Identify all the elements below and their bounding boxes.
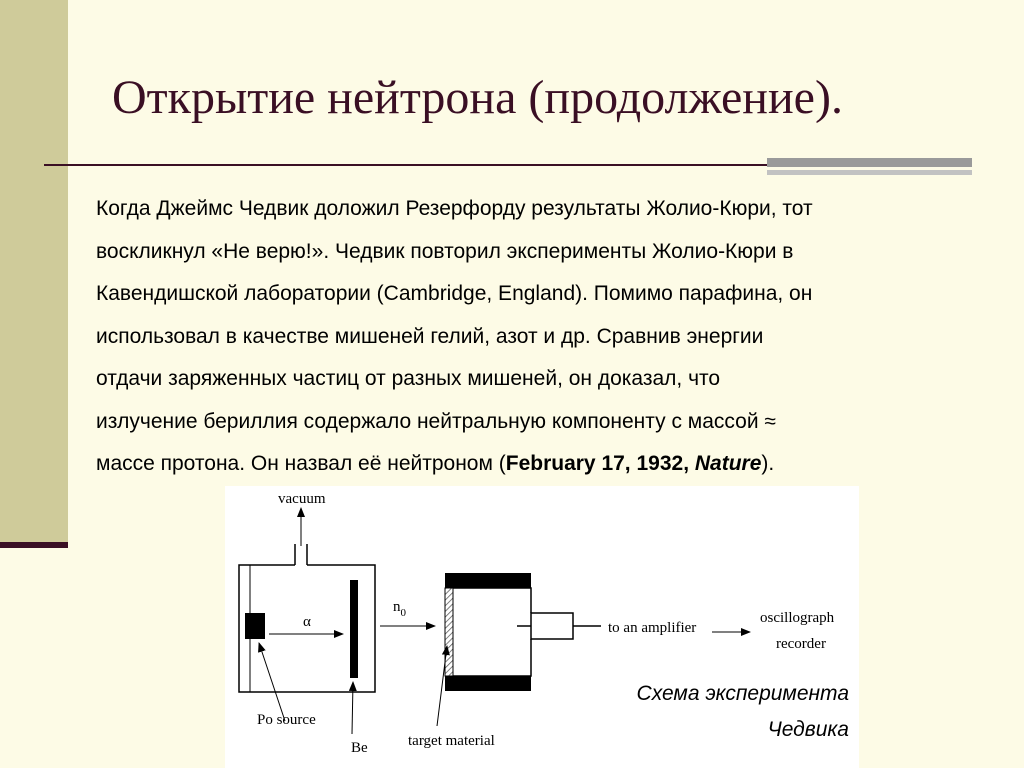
ionization-chamber-top [445, 573, 531, 588]
caption-line: Схема эксперимента [636, 682, 849, 705]
body-line: воскликнул «Не верю!». Чедвик повторил эксперименты Жолио-Кюри в [96, 239, 794, 263]
neutron-label [393, 599, 407, 619]
chadwick-experiment-diagram [225, 486, 859, 768]
amplifier-connector [531, 613, 573, 639]
slide-title: Открытие нейтрона (продолжение). [112, 71, 843, 124]
body-line: отдачи заряженных частиц от разных мишеней, он доказал, что [96, 367, 721, 390]
caption-line: Чедвика [767, 718, 849, 741]
body-line: использовал в качестве мишеней гелий, азот и др. Сравнив энергии [96, 324, 764, 348]
body-line: Когда Джеймс Чедвик доложил Резерфорду результаты Жолио-Кюри, тот [96, 197, 813, 220]
journal-name: Nature [694, 452, 762, 475]
publication-date: February 17, 1932, [505, 452, 695, 475]
title-divider-accent [767, 158, 972, 178]
body-line: излучение бериллия содержало нейтральную компоненту с массой ≈ [96, 409, 776, 433]
neutron-label-subscript: 0 [400, 607, 406, 619]
body-text-suffix: ). [761, 452, 775, 475]
be-plate [350, 580, 358, 678]
oscillograph-label: oscillograph [760, 610, 835, 626]
left-accent-bar [0, 0, 68, 545]
vacuum-pipe [295, 544, 307, 565]
slide-body [96, 188, 956, 486]
diagram-caption [637, 676, 859, 748]
body-text-prefix: массе протона. Он назвал её нейтроном ( [96, 452, 506, 475]
body-line-last [96, 443, 956, 486]
recorder-label: recorder [776, 636, 826, 652]
to-amplifier-label: to an amplifier [608, 620, 697, 636]
po-source-label: Po source [257, 712, 316, 728]
be-label: Be [351, 740, 368, 756]
ionization-chamber-bottom [445, 676, 531, 691]
neutron-label-base: n [393, 599, 401, 615]
alpha-label: α [303, 614, 311, 630]
target-material [445, 588, 453, 676]
left-accent-underline [0, 542, 68, 548]
po-source [245, 613, 265, 639]
target-material-label: target material [408, 733, 495, 749]
vacuum-label: vacuum [278, 491, 326, 507]
body-line: Кавендишской лаборатории (Cambridge, England). Помимо парафина, он [96, 282, 813, 305]
